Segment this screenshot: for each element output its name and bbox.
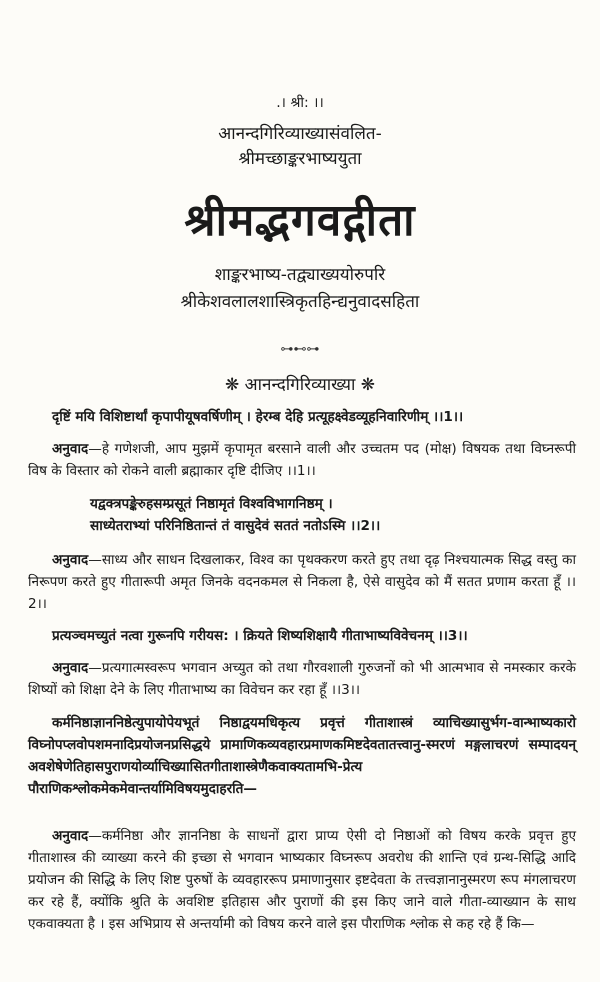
translation-3 [28,657,576,701]
commentary-prose: कर्मनिष्ठाज्ञाननिष्ठेत्युपायोपेयभूतं निष्ठाद्वयमधिकृत्य प्रवृत्तं गीताशास्त्रं व्याचिख्यासुर्भग-वान्भाष्यकारो विघ्नोपप्लवोपशमनादिप्रयोजनप्रसिद्धये प्रामाणिकव्यवहारप्रमाणकमिष्टदेवतातत्त्वानु-स्मरणं मङ्गलाचरणं सम्पादयन् अवशेषेणेतिहासपुराणयोर्व्याचिख्यासितगीताशास्त्रेणैकवाक्यतामभि-प्रेत्य पौराणिकश्लोकमेकमेवान्तर्यामिविषयमुदाहरति— [28,715,576,797]
page-title: श्रीमद्भगवद्गीता [184,195,416,246]
subtitle-bhashya: श्रीमच्छाङ्करभाष्ययुता [238,149,362,169]
verse-1: दृष्टिं मयि विशिष्टार्थां कृपापीयूषवर्षिणीम् । हेरम्ब देहि प्रत्यूहक्ष्वेडव्यूहनिवारिणीम् ।।1।। [52,409,464,425]
verse-2 [90,493,560,537]
translation-4 [28,825,576,935]
section-heading: ❋ आनन्दगिरिव्याख्या ❋ [225,375,375,395]
anuvad-label: अनुवाद [52,441,89,457]
translation-2-text: —साध्य और साधन दिखलाकर, विश्व का पृथक्करण करते हुए तथा दृढ़ निश्चयात्मक सिद्ध वस्तु का निरूपण करते हुए गीतारूपी अमृत जिनके वदनकमल से निकला है, ऐसे वासुदेव को मैं सतत प्रणाम करता हूँ ।।2।। [28,552,576,612]
subtitle-shankara: शाङ्करभाष्य-तद्व्याख्ययोरुपरि [214,265,386,285]
translation-1-text: —हे गणेशजी, आप मुझमें कृपामृत बरसाने वाली और उच्चतम पद (मोक्ष) विषयक तथा विघ्नरूपी विष के विस्तार को रोकने वाली ब्रह्माकार दृष्टि दीजिए ।।1।। [28,441,576,479]
anuvad-label: अनुवाद [52,552,89,568]
subtitle-commentary: आनन्दगिरिव्याख्यासंवलित- [218,124,382,144]
subtitle-translator: श्रीकेशवलालशास्त्रिकृतहिन्द्यनुवादसहिता [180,292,420,312]
invocation: .। श्री: ।। [276,95,324,111]
verse-3: प्रत्यञ्चमच्युतं नत्वा गुरूनपि गरीयस: । क्रियते शिष्यशिक्षायै गीताभाष्यविवेचनम् ।।3।। [52,628,468,644]
verse-2-line-2: साध्येतराभ्यां परिनिष्ठितान्तं तं वासुदेवं सततं नतोऽस्मि ।।2।। [90,518,381,534]
verse-2-line-1: यद्वक्त्रपङ्केरुहसम्प्रसूतं निष्ठामृतं विश्वविभागनिष्ठम् । [90,496,333,512]
translation-2 [28,549,576,615]
anuvad-label: अनुवाद [52,828,89,844]
translation-4-text: —कर्मनिष्ठा और ज्ञाननिष्ठा के साधनों द्वारा प्राप्य ऐसी दो निष्ठाओं को विषय करके प्रवृत्त हुए गीताशास्त्र की व्याख्या करने की इच्छा से भगवान भाष्यकार विघ्नरूप अवरोध की शान्ति एवं ग्रन्थ-सिद्धि आदि प्रयोजन की सिद्धि के लिए शिष्ट पुरुषों के व्यवहाररूप प्रमाणानुसार इष्टदेवता के तत्त्वज्ञानानुस्मरण रूप मंगलाचरण कर रहे हैं, क्योंकि श्रुति के अवशिष्ट इतिहास और पुराणों की इस किए जाने वाले गीता-व्याख्यान के साथ एकवाक्यता है । इस अभिप्राय से अन्तर्यामी को विषय करने वाले इस पौराणिक श्लोक से कह रहे हैं कि— [28,828,576,932]
ornament-divider: ⊶⊷⊶ [280,342,320,357]
translation-1 [28,438,576,482]
translation-3-text: —प्रत्यगात्मस्वरूप भगवान अच्युत को तथा गौरवशाली गुरुजनों को भी आत्मभाव से नमस्कार करके शिष्यों को शिक्षा देने के लिए गीताभाष्य का विवेचन कर रहा हूँ ।।3।। [28,660,576,698]
anuvad-label: अनुवाद [52,660,89,676]
